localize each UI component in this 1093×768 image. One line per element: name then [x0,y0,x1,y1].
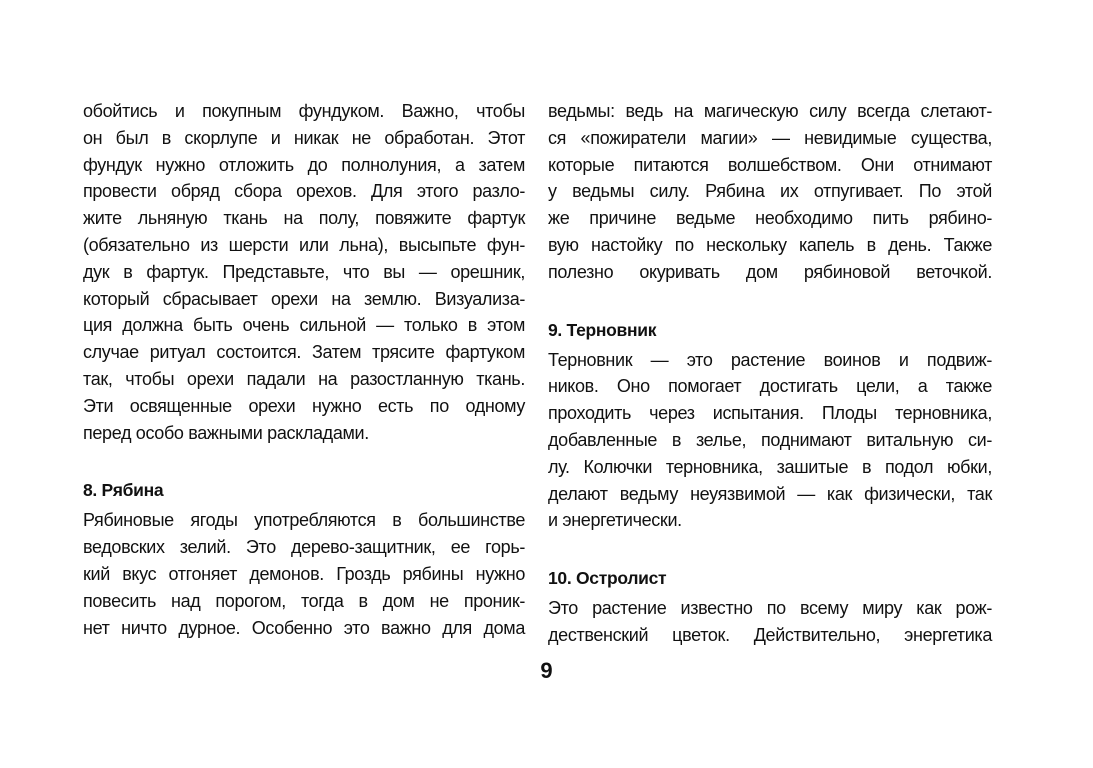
section-heading: 10. Остролист [548,568,667,589]
text-line: дук в фартук. Представьте, что вы — орешник, [83,261,525,282]
page-number: 9 [540,658,553,683]
text-line: Эти освященные орехи нужно есть по одному [83,395,525,416]
text-line: повесить над порогом, тогда в дом не проник- [83,590,525,611]
text-line: лу. Колючки терновника, зашитые в подол юбки, [548,456,992,477]
text-line: провести обряд сбора орехов. Для этого разло- [83,181,525,202]
paragraph [83,98,525,446]
text-line: так, чтобы орехи падали на разостланную ткань. [83,368,525,389]
text-line: он был в скорлупе и никак не обработан. Этот [83,127,525,148]
section-heading: 8. Рябина [83,480,164,501]
text-line: обойтись и покупным фундуком. Важно, чтобы [83,101,525,121]
text-line: нет ничто дурное. Особенно это важно для дома [83,617,525,638]
text-line: ведьмы: ведь на магическую силу всегда слетают- [548,101,992,121]
text-line: ников. Оно помогает достигать цели, а также [548,376,992,397]
text-line: полезно окуривать дом рябиновой веточкой. [548,261,992,282]
text-line: ся «пожиратели магии» — невидимые существа, [548,127,992,148]
text-line: у ведьмы силу. Рябина их отпугивает. По этой [548,181,992,202]
left-column [83,98,525,641]
text-line: же причине ведьме необходимо пить рябино- [548,208,992,229]
text-line: который сбрасывает орехи на землю. Визуализа- [83,288,525,309]
text-line: и энергетически. [548,510,682,531]
text-line: ведовских зелий. Это дерево-защитник, ее горь- [83,537,525,558]
text-line: фундук нужно отложить до полнолуния, а затем [83,154,525,175]
paragraph [83,507,525,641]
text-line: случае ритуал состоится. Затем трясите фартуком [83,342,525,363]
text-line: (обязательно из шерсти или льна), высыпьте фун- [83,234,525,255]
paragraph [548,347,992,535]
text-line: перед особо важными раскладами. [83,422,369,443]
text-line: ция должна быть очень сильной — только в этом [83,315,525,336]
text-line: добавленные в зелье, поднимают витальную си- [548,429,992,450]
right-column [548,98,992,649]
text-line: Это растение известно по всему миру как рож- [548,598,992,619]
text-line: делают ведьму неуязвимой — как физически, так [548,483,992,504]
text-line: кий вкус отгоняет демонов. Гроздь рябины нужно [83,563,525,584]
text-line: проходить через испытания. Плоды терновника, [548,403,992,424]
text-line: дественский цветок. Действительно, энергетика [548,624,992,645]
text-line: Терновник — это растение воинов и подвиж- [548,349,992,370]
paragraph [548,98,992,286]
paragraph [548,595,992,649]
text-line: которые питаются волшебством. Они отнимают [548,154,992,175]
text-line: жите льняную ткань на полу, повяжите фартук [83,208,525,229]
text-line: вую настойку по нескольку капель в день. Также [548,234,992,255]
text-line: Рябиновые ягоды употребляются в большинстве [83,510,525,531]
section-heading: 9. Терновник [548,319,657,340]
